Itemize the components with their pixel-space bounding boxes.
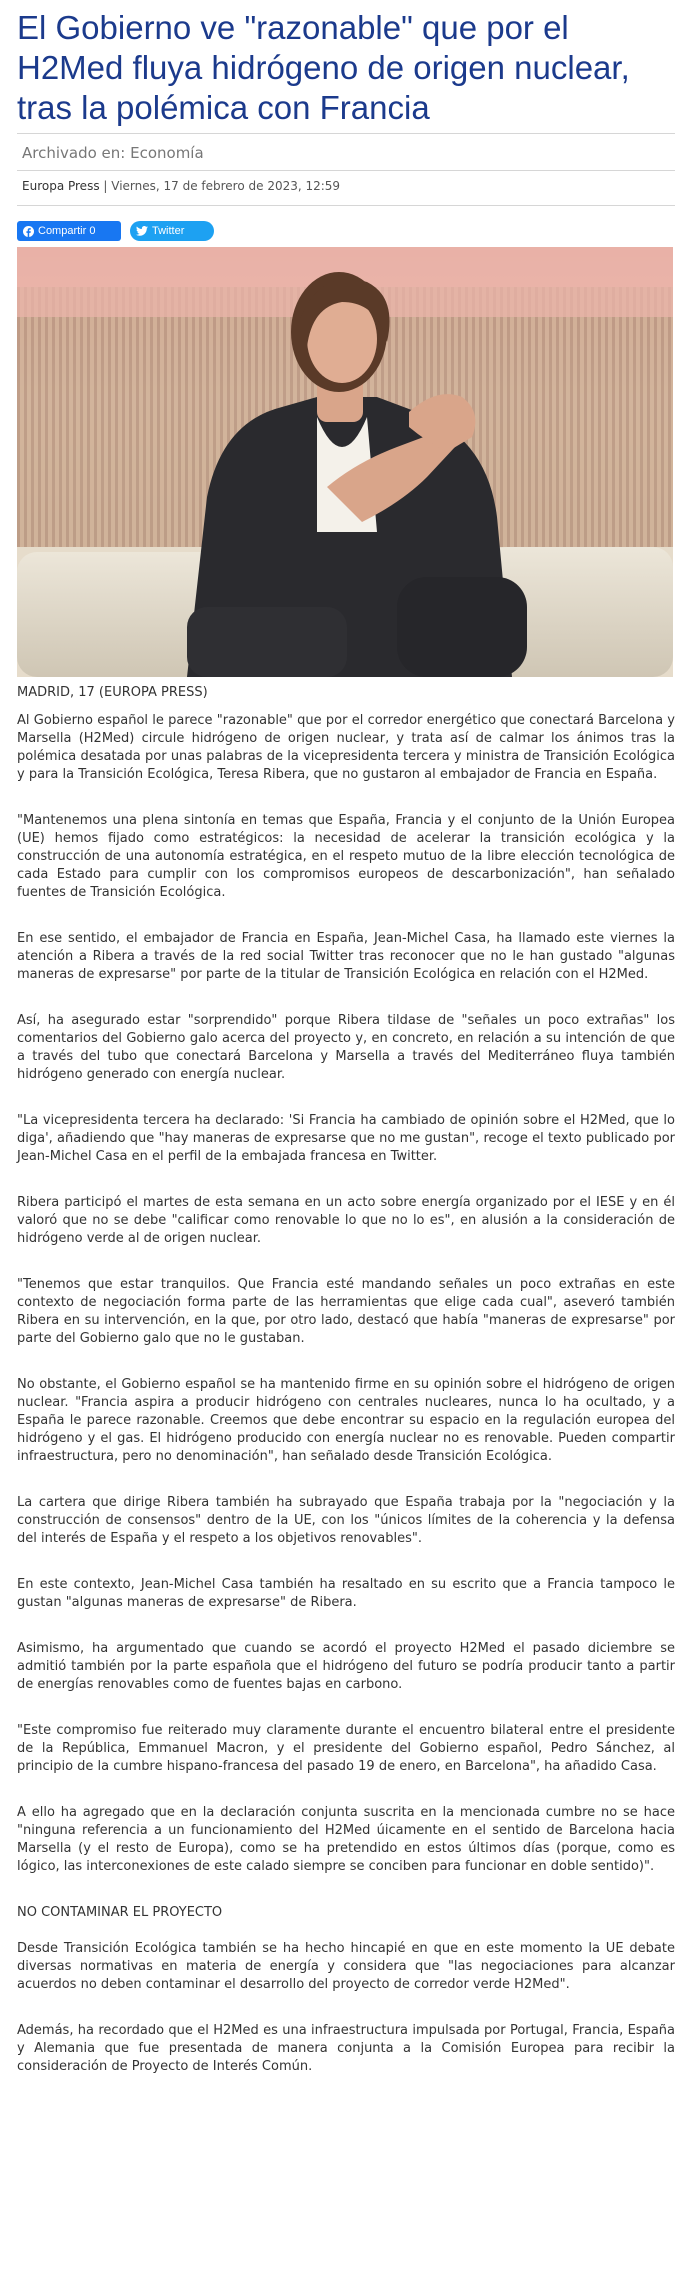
article-paragraph: "Mantenemos una plena sintonía en temas que España, Francia y el conjunto de la Unión Europea (UE) hemos fijado como estratégicos: la necesidad de acelerar la transición ecológica y la construcción de una autonomía estratégica, en el respeto mutuo de la libre elección tecnológica de cada Estado para cumplir con los compromisos europeos de descarbonización", han señalado fuentes de Transición Ecológica. xyxy=(17,813,675,900)
article-paragraph: Ribera participó el martes de esta semana en un acto sobre energía organizado por el IESE y en él valoró que no se debe "calificar como renovable lo que no lo es", en alusión a la consideración de hidrógeno verde al de origen nuclear. xyxy=(17,1195,675,1246)
byline-source: Europa Press xyxy=(22,179,100,193)
article-paragraph: La cartera que dirige Ribera también ha subrayado que España trabaja por la "negociación y la construcción de consensos" dentro de la UE, con los "únicos límites de la coherencia y la defensa del interés de España y el respeto a los objetivos renovables". xyxy=(17,1495,675,1546)
article-paragraph: En ese sentido, el embajador de Francia en España, Jean-Michel Casa, ha llamado este viernes la atención a Ribera a través de la red social Twitter tras reconocer que no le han gustado "algunas maneras de expresarse" por parte de la titular de Transición Ecológica en relación con el H2Med. xyxy=(17,931,675,982)
article-body xyxy=(17,712,675,2104)
byline-separator: | xyxy=(99,179,112,193)
byline-date: Viernes, 17 de febrero de 2023, 12:59 xyxy=(111,179,341,193)
article-paragraph: Desde Transición Ecológica también se ha hecho hincapié en que en este momento la UE debate diversas normativas en materia de energía y considera que "las negociaciones para alcanzar acuerdos no deben contaminar el desarrollo del proyecto de corredor verde H2Med". xyxy=(17,1941,675,1992)
archived-category[interactable]: Archivado en: Economía xyxy=(22,144,204,162)
byline xyxy=(22,178,340,194)
article-headline: El Gobierno ve "razonable" que por el H2Med fluya hidrógeno de origen nuclear, tras la polémica con Francia xyxy=(17,9,630,126)
article-photo xyxy=(17,247,673,677)
twitter-share-label: Twitter xyxy=(152,225,185,237)
article-photo-illustration xyxy=(17,247,673,677)
article-paragraph: En este contexto, Jean-Michel Casa también ha resaltado en su escrito que a Francia tampoco le gustan "algunas maneras de expresarse" de Ribera. xyxy=(17,1577,675,1610)
article-paragraph: A ello ha agregado que en la declaración conjunta suscrita en la mencionada cumbre no se hace "ninguna referencia a un funcionamiento del H2Med úicamente en el sentido de Barcelona hacia Marsella (y el resto de Europa), como se ha pretendido en estos últimos días (porque, como es lógico, las interconexiones de este calado siempre se conciben para funcionar en doble sentido)". xyxy=(17,1805,675,1874)
divider xyxy=(17,205,675,206)
facebook-share-button[interactable] xyxy=(17,221,121,241)
section-subheading: NO CONTAMINAR EL PROYECTO xyxy=(17,1905,223,1920)
article-paragraph: Así, ha asegurado estar "sorprendido" porque Ribera tildase de "señales un poco extrañas" los comentarios del Gobierno galo acerca del proyecto y, en concreto, en relación a su intención de que a través del tubo que conectará Barcelona y Marsella a través del Mediterráneo fluya también hidrógeno generado con energía nuclear. xyxy=(17,1013,675,1082)
photo-caption: MADRID, 17 (EUROPA PRESS) xyxy=(17,685,208,700)
divider xyxy=(17,133,675,134)
twitter-share-button[interactable] xyxy=(130,221,214,241)
article-paragraph: No obstante, el Gobierno español se ha mantenido firme en su opinión sobre el hidrógeno de origen nuclear. "Francia aspira a producir hidrógeno con centrales nucleares, nunca lo ha ocultado, y a España le parece razonable. Creemos que debe encontrar su espacio en la regulación europea del hidrógeno y el gas. El hidrógeno producido con energía nuclear no es renovable. Pueden compartir infraestructura, pero no denominación", han señalado desde Transición Ecológica. xyxy=(17,1377,675,1464)
divider xyxy=(17,170,675,171)
article-paragraph: Además, ha recordado que el H2Med es una infraestructura impulsada por Portugal, Francia, España y Alemania que fue presentada de manera conjunta a la Comisión Europea para recibir la consideración de Proyecto de Interés Común. xyxy=(17,2023,675,2074)
article-paragraph: Asimismo, ha argumentado que cuando se acordó el proyecto H2Med el pasado diciembre se admitió también por la parte española que el hidrógeno del futuro se podría producir tanto a partir de energías renovables como de fuentes bajas en carbono. xyxy=(17,1641,675,1692)
article-paragraph: "La vicepresidenta tercera ha declarado: 'Si Francia ha cambiado de opinión sobre el H2Med, que lo diga', añadiendo que "hay maneras de expresarse que no me gustan", recoge el texto publicado por Jean-Michel Casa en el perfil de la embajada francesa en Twitter. xyxy=(17,1113,675,1164)
facebook-share-label: Compartir 0 xyxy=(38,225,96,237)
article-paragraph: "Tenemos que estar tranquilos. Que Francia esté mandando señales un poco extrañas en este contexto de negociación forma parte de las herramientas que elige cada cual", aseveró también Ribera en su intervención, en la que, por otro lado, destacó que había "maneras de expresarse" por parte del Gobierno galo que no le gustaban. xyxy=(17,1277,675,1346)
twitter-icon xyxy=(136,226,148,236)
article-paragraph: Al Gobierno español le parece "razonable" que por el corredor energético que conectará Barcelona y Marsella (H2Med) circule hidrógeno de origen nuclear, y trata así de calmar los ánimos tras la polémica desatada por unas palabras de la vicepresidenta tercera y ministra de Transición Ecológica y para la Transición Ecológica, Teresa Ribera, que no gustaron al embajador de Francia en España. xyxy=(17,713,675,782)
article-paragraph: "Este compromiso fue reiterado muy claramente durante el encuentro bilateral entre el presidente de la República, Emmanuel Macron, y el presidente del Gobierno español, Pedro Sánchez, al principio de la cumbre hispano-francesa del pasado 19 de enero, en Barcelona", ha añadido Casa. xyxy=(17,1723,675,1774)
facebook-icon xyxy=(23,226,34,237)
